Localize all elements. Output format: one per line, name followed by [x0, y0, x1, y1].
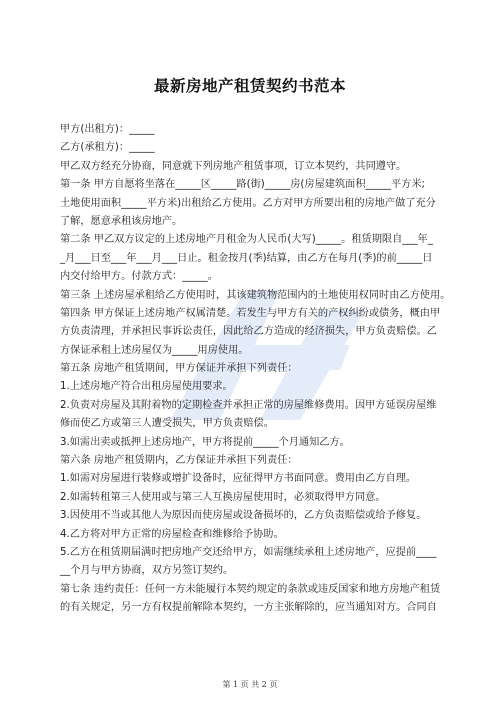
document-body — [60, 121, 451, 618]
text-line: 甲乙双方经充分协商，同意就下列房地产租赁事项，订立本契约，共同遵守。 — [60, 160, 407, 172]
text-line: 4.乙方将对甲方正常的房屋检查和维修给予协助。 — [60, 528, 284, 540]
text-line: 3.因使用不当或其他人为原因而使房屋或设备损坏的，乙方负责赔偿或给予修复。 — [60, 510, 427, 522]
text-line: 2.如需转租第三人使用或与第三人互换房屋使用时，必须取得甲方同意。 — [60, 491, 386, 503]
text-line: __个月与甲方协商，双方另签订契约。 — [60, 565, 234, 577]
text-line: 第一条 甲方自愿将坐落在_____区_____路(街)_____房(房屋建筑面积_____平方米; — [60, 179, 425, 191]
text-line: 第六条 房地产租赁期内，乙方保证并承担下列责任： — [60, 455, 298, 467]
text-line: 土地使用面积_____平方米)出租给乙方使用。乙方对甲方所要出租的房地产做了充分 — [60, 197, 436, 209]
text-line: 2.负责对房屋及其附着物的定期检查并承担正常的房屋维修费用。因甲方延误房屋维 — [60, 399, 437, 411]
text-line: 第五条 房地产租赁期间，甲方保证并承担下列责任： — [60, 363, 298, 375]
text-line: 1.上述房地产符合出租房屋使用要求。 — [60, 381, 233, 393]
text-line: _月___日至___年___月___日止。租金按月(季)结算，由乙方在每月(季)的前_____日 — [60, 252, 433, 264]
text-line: 的有关规定，另一方有权提前解除本契约，一方主张解除的，应当通知对方。合同自 — [60, 602, 437, 614]
text-line: 3.如需出卖或抵押上述房地产，甲方将提前_____个月通知乙方。 — [60, 436, 350, 448]
text-line: 5.乙方在租赁期届满时把房地产交还给甲方，如需继续承租上述房地产，应提前____ — [60, 546, 437, 558]
document-title: 最新房地产租赁契约书范本 — [153, 77, 346, 95]
page-footer: 第 1 页 共 2 页 — [222, 680, 278, 689]
text-line: 1.如需对房屋进行装修或增扩设备时，应征得甲方书面同意。费用由乙方自理。 — [60, 473, 417, 485]
text-line: 乙方(承租方)：_____ — [60, 142, 155, 154]
text-line: 第四条 甲方保证上述房地产权属清楚。若发生与甲方有关的产权纠纷或债务，概由甲 — [60, 307, 441, 319]
text-line: 了解，愿意承租该房地产。 — [60, 215, 183, 227]
text-line: 第二条 甲乙双方议定的上述房地产月租金为人民币(大写)_____。租赁期限自___年_ — [60, 234, 433, 246]
text-line: 甲方(出租方)：_____ — [60, 124, 155, 135]
text-line: 修而使乙方或第三人遭受损失，甲方负责赔偿。 — [60, 418, 274, 430]
text-line: 方负责清理，并承担民事诉讼责任，因此给乙方造成的经济损失，甲方负责赔偿。乙 — [60, 326, 437, 338]
text-line: 方保证承租上述房屋仅为_____用房使用。 — [60, 344, 249, 356]
text-line: 内交付给甲方。付款方式：_____。 — [60, 271, 218, 283]
text-line: 第三条 上述房屋承租给乙方使用时，其该建筑物范围内的土地使用权同时由乙方使用。 — [60, 289, 451, 301]
text-line: 第七条 违约责任：任何一方未能履行本契约规定的条款或违反国家和地方房地产租赁 — [60, 583, 441, 595]
